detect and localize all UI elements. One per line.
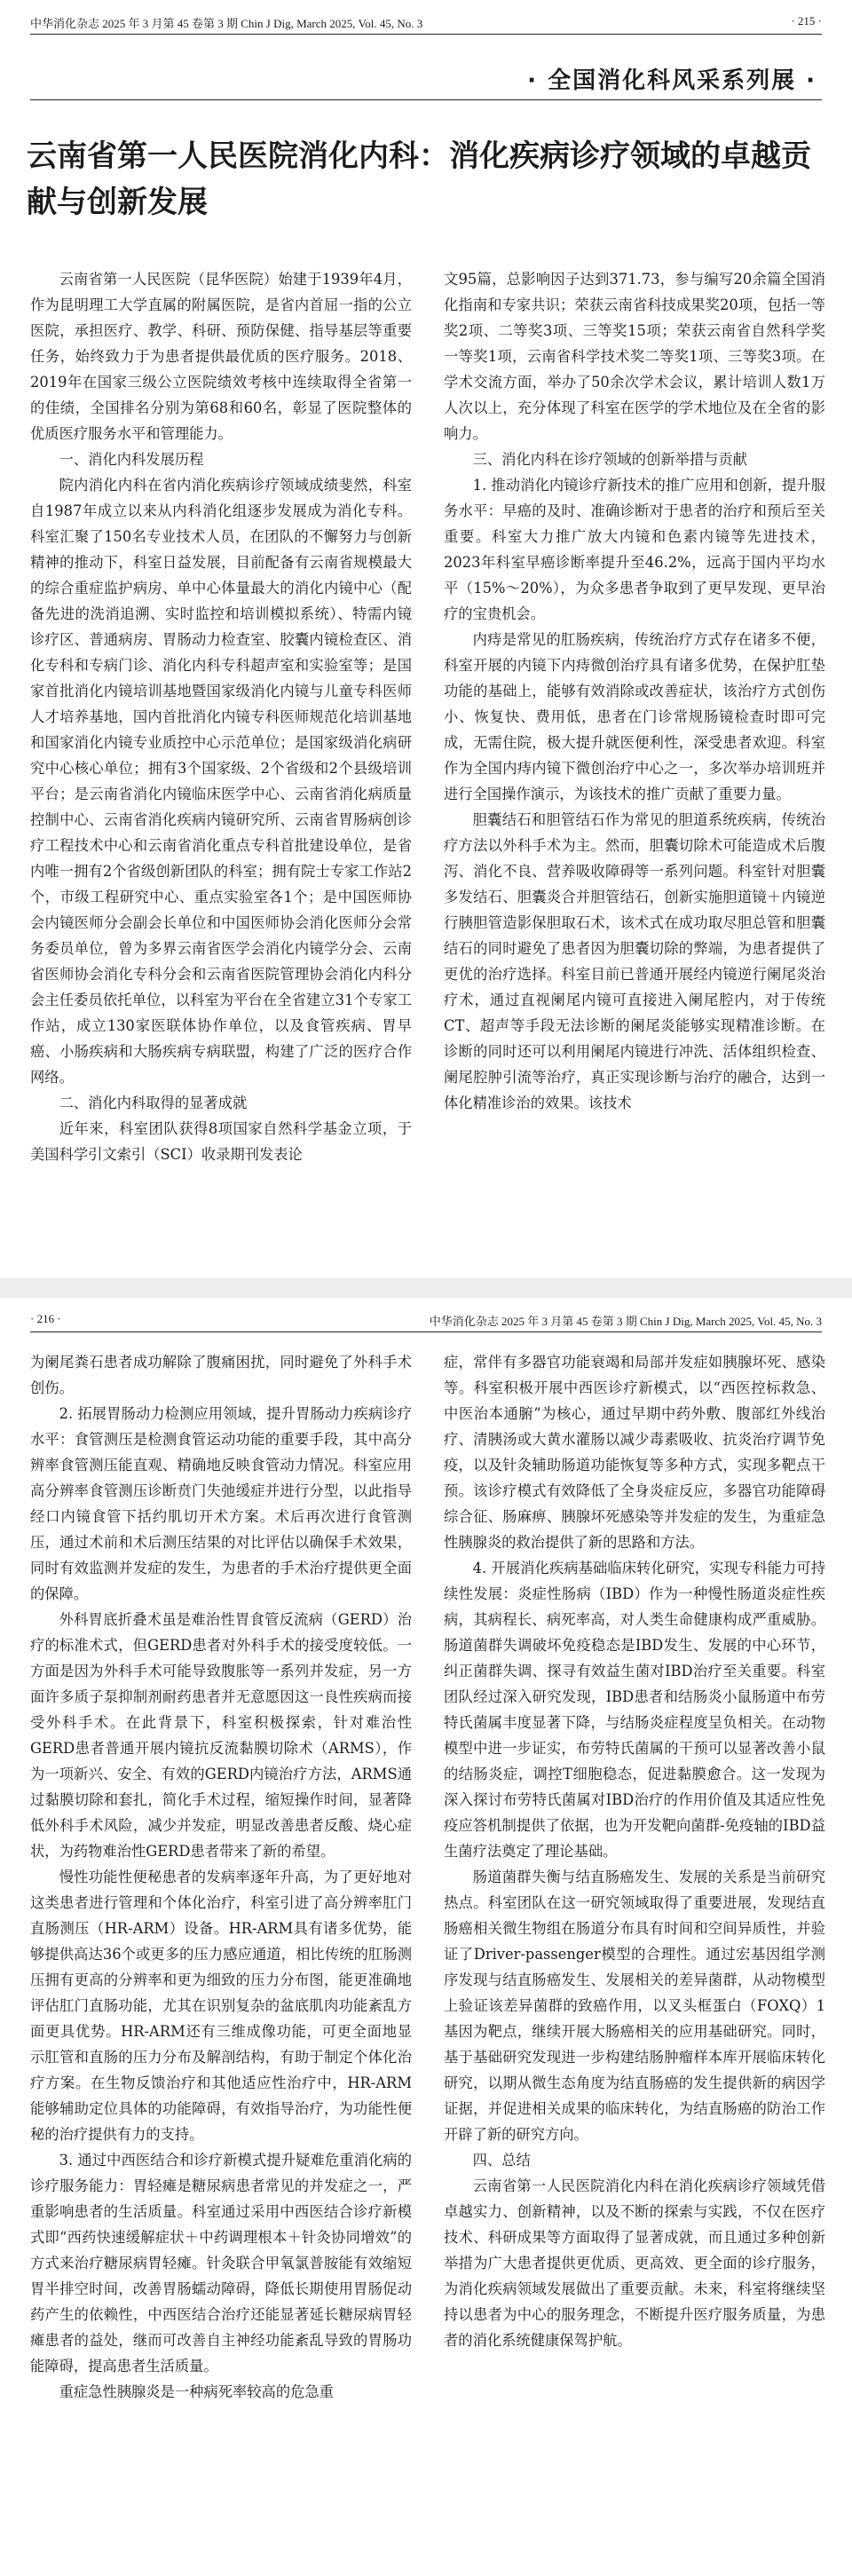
section-heading: 二、消化内科取得的显著成就 [59, 1094, 248, 1111]
paragraph: 3. 通过中西医结合和诊疗新模式提升疑难危重消化病的诊疗服务能力：胃轻瘫是糖尿病患者常见的并发症之一，严重影响患者的生活质量。科室通过采用中西医结合诊疗新模式即“西药快速缓解症状＋中药调理根本＋针灸协同增效”的方式来治疗糖尿病胃轻瘫。针灸联合甲氧氯普胺能有效缩短胃半排空时间，改善胃肠蠕动障碍，降低长期使用胃肠促动药产生的依赖性，中西医结合治疗还能显著延长糖尿病胃轻瘫患者的益处，继而可改善自主神经功能紊乱导致的胃肠功能障碍，提高患者生活质量。 [30, 2152, 412, 2375]
right-column [444, 266, 825, 1116]
series-divider [30, 99, 822, 100]
right-column [444, 1349, 825, 2353]
paragraph: 4. 开展消化疾病基础临床转化研究，实现专科能力可持续性发展：炎症性肠病（IBD）作为一种慢性肠道炎症性疾病，其病程长、病死率高，对人类生命健康构成严重威胁。肠道菌群失调破坏免疫稳态是IBD发生、发展的中心环节，纠正菌群失调、探寻有效益生菌对IBD治疗至关重要。科室团队经过深入研究发现，IBD患者和结肠炎小鼠肠道中布劳特氏菌属丰度显著下降，与结肠炎症程度呈负相关。在动物模型中进一步证实，布劳特氏菌属的干预可以显著改善小鼠的结肠炎症，调控T细胞稳态，促进黏膜愈合。这一发现为深入探讨布劳特氏菌属对IBD治疗的作用价值及其适应性免疫应答机制提供了依据，也为开发靶向菌群-免疫轴的IBD益生菌疗法奠定了理论基础。 [444, 1560, 825, 1860]
paragraph: 内痔是常见的肛肠疾病，传统治疗方式存在诸多不便，科室开展的内镜下内痔微创治疗具有诸多优势，在保护肛垫功能的基础上，能够有效消除或改善症状，该治疗方式创伤小、恢复快、费用低，患者在门诊常规肠镜检查时即可完成，无需住院，极大提升就医便利性，深受患者欢迎。科室作为全国内痔内镜下微创治疗中心之一，多次举办培训班并进行全国操作演示，为该技术的推广贡献了重要力量。 [444, 631, 825, 802]
left-column [30, 266, 412, 1167]
article-title: 云南省第一人民医院消化内科：消化疾病诊疗领域的卓越贡献与创新发展 [27, 138, 811, 220]
section-heading: 一、消化内科发展历程 [59, 451, 204, 468]
paragraph: 文95篇，总影响因子达到371.73，参与编写20余篇全国消化指南和专家共识；荣获云南省科技成果奖20项，包括一等奖2项、二等奖3项、三等奖15项；荣获云南省自然科学奖一等奖1项，云南省科学技术奖二等奖1项、三等奖3项。在学术交流方面，举办了50余次学术会议，累计培训人数1万人次以上，充分体现了科室在医学的学术地位及在全省的影响力。 [444, 271, 825, 442]
left-column [30, 1349, 412, 2405]
paragraph: 慢性功能性便秘患者的发病率逐年升高，为了更好地对这类患者进行管理和个体化治疗，科室引进了高分辨率肛门直肠测压（HR-ARM）设备。HR-ARM具有诸多优势，能够提供高达36个或更多的压力感应通道，相比传统的肛肠测压拥有更高的分辨率和更为细致的压力分布图，能更准确地评估肛门直肠功能，尤其在识别复杂的盆底肌肉功能紊乱方面更具优势。HR-ARM还有三维成像功能，可更全面地显示肛管和直肠的压力分布及解剖结构，有助于制定个体化治疗方案。在生物反馈治疗和其他适应性治疗中，HR-ARM能够辅助定位具体的功能障碍，有效指导治疗，为功能性便秘的治疗提供有力的支持。 [30, 1869, 412, 2143]
header-divider [30, 1331, 822, 1332]
paragraph: 云南省第一人民医院消化内科在消化疾病诊疗领域凭借卓越实力、创新精神，以及不断的探索与实践，不仅在医疗技术、科研成果等方面取得了显著成就，而且通过多种创新举措为广大患者提供更优质、更高效、更全面的诊疗服务，为消化疾病领域发展做出了重要贡献。未来，科室将继续坚持以患者为中心的服务理念，不断提升医疗服务质量，为患者的消化系统健康保驾护航。 [444, 2177, 825, 2349]
paragraph: 胆囊结石和胆管结石作为常见的胆道系统疾病，传统治疗方法以外科手术为主。然而，胆囊切除术可能造成术后腹泻、消化不良、营养吸收障碍等一系列问题。科室针对胆囊多发结石、胆囊炎合并胆管结石，创新实施胆道镜＋内镜逆行胰胆管造影保胆取石术，该术式在成功取尽胆总管和胆囊结石的同时避免了患者因为胆囊切除的弊端，为患者提供了更优的治疗选择。科室目前已普通开展经内镜逆行阑尾炎治疗术，通过直视阑尾内镜可直接进入阑尾腔内，对于传统CT、超声等手段无法诊断的阑尾炎能够实现精准诊断。在诊断的同时还可以利用阑尾内镜进行冲洗、活体组织检查、阑尾腔肿引流等治疗，真正实现诊断与治疗的融合，达到一体化精准诊治的效果。该技术 [444, 811, 825, 1111]
paragraph: 为阑尾粪石患者成功解除了腹痛困扰，同时避免了外科手术创伤。 [30, 1354, 412, 1396]
paragraph: 近年来，科室团队获得8项国家自然科学基金立项，于美国科学引文索引（SCI）收录期刊发表论 [30, 1120, 412, 1163]
paragraph: 院内消化内科在省内消化疾病诊疗领域成绩斐然，科室自1987年成立以来从内科消化组逐步发展成为消化专科。科室汇聚了150名专业技术人员，在团队的不懈努力与创新精神的推动下，科室日益发展，目前配备有云南省规模最大的综合重症监护病房、单中心体量最大的消化内镜中心（配备先进的洗消追溯、实时监控和培训模拟系统）、特需内镜诊疗区、普通病房、胃肠动力检查室、胶囊内镜检查区、消化专科和专病门诊、消化内科专科超声室和实验室等；是国家首批消化内镜培训基地暨国家级消化内镜与儿童专科医师人才培养基地，国内首批消化内镜专科医师规范化培训基地和国家消化内镜专业质控中心示范单位；是国家级消化病研究中心核心单位；拥有3个国家级、2个省级和2个县级培训平台；是云南省消化内镜临床医学中心、云南省消化病质量控制中心、云南省消化疾病内镜研究所、云南省胃肠病创诊疗工程技术中心和云南省消化重点专科首批建设单位，是省内唯一拥有2个省级创新团队的科室；拥有院士专家工作站2个，市级工程研究中心、重点实验室各1个；是中国医师协会内镜医师分会副会长单位和中国医师协会消化医师分会常务委员单位，曾为多界云南省医学会消化内镜学分会、云南省医师协会消化专科分会和云南省医院管理协会消化内科分会主任委员依托单位，以科室为平台在全省建立31个专家工作站，成立130家医联体协作单位，以及食管疾病、胃早癌、小肠疾病和大肠疾病专病联盟，构建了广泛的医疗合作网络。 [30, 477, 412, 1086]
page-number: · 215 · [791, 14, 822, 28]
page-gap [0, 1278, 852, 1298]
paragraph: 1. 推动消化内镜诊疗新技术的推广应用和创新，提升服务水平：早癌的及时、准确诊断对于患者的治疗和预后至关重要。科室大力推广放大内镜和色素内镜等先进技术，2023年科室早癌诊断率提升至46.2%，远高于国内平均水平（15%～20%），为众多患者争取到了更早发现、更早治疗的宝贵机会。 [444, 477, 825, 622]
running-head-journal: 中华消化杂志 2025 年 3 月第 45 卷第 3 期 Chin J Dig, March 2025, Vol. 45, No. 3 [30, 17, 423, 30]
paragraph: 2. 拓展胃肠动力检测应用领域，提升胃肠动力疾病诊疗水平：食管测压是检测食管运动功能的重要手段，其中高分辨率食管测压能直观、精确地反映食管动力情况。科室应用高分辨率食管测压诊断贲门失弛缓症并进行分型，以此指导经口内镜食管下括约肌切开术方案。术后再次进行食管测压，通过术前和术后测压结果的对比评估以确保手术效果，同时有效监测并发症的发生，为患者的手术治疗提供更全面的保障。 [30, 1405, 412, 1602]
journal-page-216 [0, 1298, 852, 2576]
header-divider [30, 34, 822, 35]
journal-page-215 [0, 0, 852, 1278]
paragraph: 肠道菌群失衡与结直肠癌发生、发展的关系是当前研究热点。科室团队在这一研究领域取得了重要进展，发现结直肠癌相关微生物组在肠道分布具有时间和空间异质性，并验证了Driver-passenger模型的合理性。通过宏基因组学测序发现与结直肠癌发生、发展相关的差异菌群，从动物模型上验证该差异菌群的致癌作用，以叉头框蛋白（FOXQ）1基因为靶点，继续开展大肠癌相关的应用基础研究。同时，基于基础研究发现进一步构建结肠肿瘤样本库开展临床转化研究，以期从微生态角度为结直肠癌的发生提供新的病因学证据，并促进相关成果的临床转化，为结直肠癌的防治工作开辟了新的研究方向。 [444, 1869, 825, 2143]
section-heading: 四、总结 [472, 2152, 531, 2169]
series-title: · 全国消化科风采系列展 · [527, 67, 816, 94]
paragraph: 云南省第一人民医院（昆华医院）始建于1939年4月，作为昆明理工大学直属的附属医院，是省内首屈一指的公立医院，承担医疗、教学、科研、预防保健、指导基层等重要任务，始终致力于为患者提供最优质的医疗服务。2018、2019年在国家三级公立医院绩效考核中连续取得全省第一的佳绩，全国排名分别为第68和60名，彰显了医院整体的优质医疗服务水平和管理能力。 [30, 271, 412, 442]
running-head-journal: 中华消化杂志 2025 年 3 月第 45 卷第 3 期 Chin J Dig, March 2025, Vol. 45, No. 3 [429, 1315, 822, 1328]
page-number: · 216 · [30, 1312, 61, 1325]
paragraph: 外科胃底折叠术虽是难治性胃食管反流病（GERD）治疗的标准术式，但GERD患者对外科手术的接受度较低。一方面是因为外科手术可能导致腹胀等一系列并发症，另一方面许多质子泵抑制剂耐药患者并无意愿因这一良性疾病而接受外科手术。在此背景下，科室积极探索，针对难治性GERD患者普通开展内镜抗反流黏膜切除术（ARMS），作为一项新兴、安全、有效的GERD内镜治疗方法，ARMS通过黏膜切除和套扎，简化手术过程，缩短操作时间，显著降低外科手术风险，减少并发症，明显改善患者反酸、烧心症状，为药物难治性GERD患者带来了新的希望。 [30, 1611, 412, 1860]
section-heading: 三、消化内科在诊疗领域的创新举措与贡献 [472, 451, 747, 468]
paragraph: 重症急性胰腺炎是一种病死率较高的危急重 [59, 2383, 334, 2400]
paragraph: 症，常伴有多器官功能衰竭和局部并发症如胰腺坏死、感染等。科室积极开展中西医诊疗新模式，以“西医控标救急、中医治本通腑”为核心，通过早期中药外敷、腹部红外线治疗、清胰汤或大黄水灌肠以减少毒素吸收、抗炎治疗调节免疫，以及针灸辅助肠道功能恢复等多种方式，实现多靶点干预。该诊疗模式有效降低了全身炎症反应，多器官功能障碍综合征、肠麻痹、胰腺坏死感染等并发症的发生，为重症急性胰腺炎的救治提供了新的思路和方法。 [444, 1354, 825, 1551]
running-head [30, 12, 822, 32]
running-head [30, 1310, 822, 1330]
